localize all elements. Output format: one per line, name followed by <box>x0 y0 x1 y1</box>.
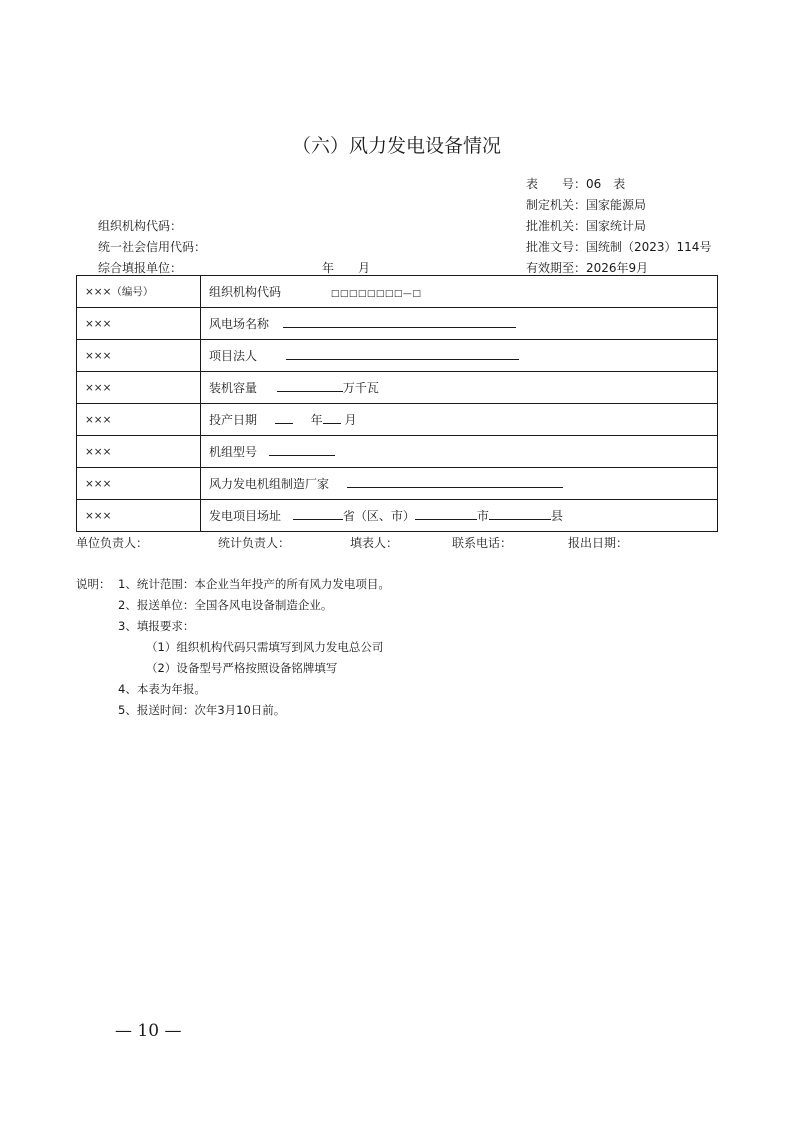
table-row <box>77 308 718 340</box>
row-code: ××× <box>77 372 201 404</box>
field-cell <box>201 436 718 468</box>
row-code: ××× <box>77 468 201 500</box>
table-row <box>77 276 718 308</box>
note-item: 5、报送时间：次年3月10日前。 <box>118 703 286 717</box>
row-code: ××× <box>77 436 201 468</box>
table-row <box>77 404 718 436</box>
field-label: 风力发电机组制造厂家 <box>209 477 330 491</box>
province-label: 省（区、市） <box>342 509 415 523</box>
report-year-month: 年 月 <box>322 261 371 275</box>
table-row <box>77 372 718 404</box>
note-subitem: （1）组织机构代码只需填写到风力发电总公司 <box>146 640 384 654</box>
field-cell <box>201 468 718 500</box>
credit-code-label: 统一社会信用代码： <box>98 240 207 254</box>
phone-label: 联系电话： <box>452 536 513 550</box>
row-code: ××× <box>77 500 201 532</box>
row-code: ×××（编号） <box>77 276 201 308</box>
page-number: — 10 — <box>115 1021 182 1041</box>
field-label: 机组型号 <box>209 445 258 459</box>
field-cell <box>201 500 718 532</box>
field-cell <box>201 308 718 340</box>
county-blank[interactable] <box>489 507 551 520</box>
province-blank[interactable] <box>293 507 343 520</box>
stat-head-label: 统计负责人： <box>218 536 291 550</box>
note-item: 2、报送单位：全国各风电设备制造企业。 <box>118 598 333 612</box>
valid-until: 有效期至：2026年9月 <box>526 261 649 275</box>
report-date-label: 报出日期： <box>568 536 629 550</box>
field-label: 装机容量 <box>209 381 258 395</box>
county-label: 县 <box>550 509 563 523</box>
approval-document-number: 批准文号：国统制（2023）114号 <box>526 240 712 254</box>
issuing-authority: 制定机关：国家能源局 <box>526 198 647 212</box>
table-row <box>77 436 718 468</box>
month-label: 月 <box>344 413 357 427</box>
field-label: 发电项目场址 <box>209 509 282 523</box>
unit-head-label: 单位负责人： <box>76 536 149 550</box>
city-label: 市 <box>476 509 489 523</box>
row-code: ××× <box>77 340 201 372</box>
field-label: 投产日期 <box>209 413 258 427</box>
org-code-label: 组织机构代码： <box>98 219 183 233</box>
form-title: （六）风力发电设备情况 <box>291 135 501 157</box>
approving-authority: 批准机关：国家统计局 <box>526 219 647 233</box>
table-number: 表 号：06 表 <box>526 177 626 191</box>
filing-unit-label: 综合填报单位： <box>98 261 183 275</box>
field-cell <box>201 276 718 308</box>
project-legal-person-blank[interactable] <box>286 347 519 360</box>
field-label: 组织机构代码 <box>209 285 282 299</box>
note-subitem: （2）设备型号严格按照设备铭牌填写 <box>146 661 338 675</box>
table-row <box>77 500 718 532</box>
equipment-form-table <box>76 275 718 532</box>
table-row <box>77 468 718 500</box>
installed-capacity-blank[interactable] <box>277 379 343 392</box>
notes-label: 说明： <box>76 577 111 591</box>
manufacturer-blank[interactable] <box>347 475 563 488</box>
commission-year-blank[interactable] <box>275 411 293 424</box>
field-label: 风电场名称 <box>209 317 270 331</box>
row-code: ××× <box>77 308 201 340</box>
note-item: 1、统计范围：本企业当年投产的所有风力发电项目。 <box>118 577 390 591</box>
wind-farm-name-blank[interactable] <box>283 315 516 328</box>
field-cell <box>201 372 718 404</box>
field-cell <box>201 404 718 436</box>
field-cell <box>201 340 718 372</box>
commission-month-blank[interactable] <box>323 411 341 424</box>
filler-label: 填表人： <box>350 536 399 550</box>
note-item: 4、本表为年报。 <box>118 682 206 696</box>
note-item: 3、填报要求： <box>118 619 195 633</box>
year-label: 年 <box>310 413 323 427</box>
row-code: ××× <box>77 404 201 436</box>
city-blank[interactable] <box>415 507 477 520</box>
capacity-unit: 万千瓦 <box>342 381 379 395</box>
field-label: 项目法人 <box>209 349 258 363</box>
table-row <box>77 340 718 372</box>
unit-model-blank[interactable] <box>269 443 335 456</box>
org-code-boxes[interactable]: □□□□□□□□—□ <box>330 289 422 299</box>
